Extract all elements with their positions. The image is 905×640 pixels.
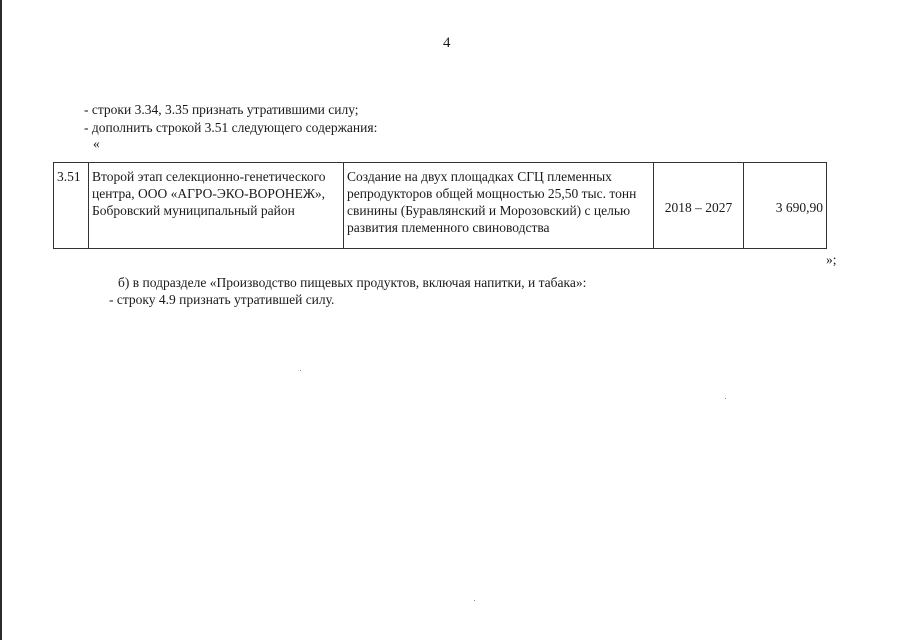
scan-speck [474, 600, 475, 601]
open-quote: « [93, 136, 100, 151]
text-line-1: - строки 3.34, 3.35 признать утратившими силу; [84, 102, 359, 117]
project-name-cell: Второй этап селекционно-генетического центра, ООО «АГРО-ЭКО-ВОРОНЕЖ», Бобровский муниципальный район [89, 163, 344, 249]
page-left-edge [0, 0, 2, 640]
scan-speck [725, 398, 726, 399]
close-quote: »; [826, 252, 837, 267]
text-line-2: - дополнить строкой 3.51 следующего содержания: [84, 120, 378, 135]
scan-speck [300, 370, 301, 371]
inserted-row-table [53, 162, 827, 249]
page-number: 4 [443, 35, 451, 51]
period-cell: 2018 – 2027 [654, 163, 744, 249]
description-cell: Создание на двух площадках СГЦ племенных репродукторов общей мощностью 25,50 тыс. тонн свинины (Буравлянский и Морозовский) с целью развития племенного свиноводства [344, 163, 654, 249]
amount-cell: 3 690,90 [744, 163, 827, 249]
table-row [54, 163, 827, 249]
row-number-cell: 3.51 [54, 163, 89, 249]
text-line-4: - строку 4.9 признать утратившей силу. [109, 292, 335, 307]
text-line-3: б) в подразделе «Производство пищевых продуктов, включая напитки, и табака»: [118, 275, 587, 290]
